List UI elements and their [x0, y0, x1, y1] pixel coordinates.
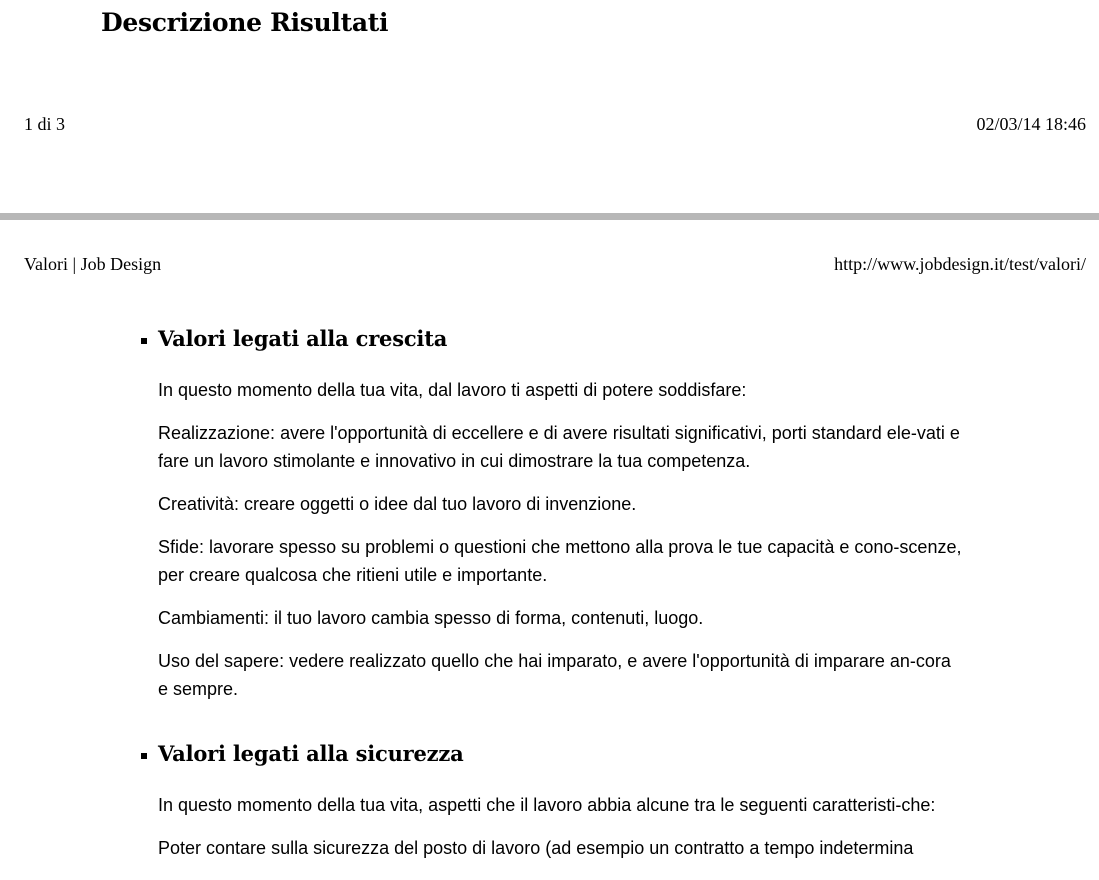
section-heading	[158, 320, 963, 358]
value-creativita: Creatività: creare oggetti o idee dal tuo lavoro di invenzione.	[158, 494, 637, 514]
section-heading	[158, 735, 963, 773]
value-uso-del-sapere: Uso del sapere: vedere realizzato quello che hai imparato, e avere l'opportunità di imparare an-cora e sempre.	[158, 651, 951, 699]
value-sfide: Sfide: lavorare spesso su problemi o questioni che mettono alla prova le tue capacità e cono-scenze, per creare qualcosa che ritieni utile e importante.	[158, 537, 962, 585]
value-cambiamenti: Cambiamenti: il tuo lavoro cambia spesso di forma, contenuti, luogo.	[158, 608, 704, 628]
page-divider	[0, 213, 1099, 220]
value-realizzazione: Realizzazione: avere l'opportunità di eccellere e di avere risultati significativi, porti standard ele-vati e fare un lavoro stimolante e innovativo in cui dimostrare la tua competenza.	[158, 423, 960, 471]
content-body	[158, 320, 963, 877]
section-security-values	[158, 735, 963, 862]
print-datetime: 02/03/14 18:46	[976, 114, 1086, 134]
square-bullet-icon	[141, 753, 147, 759]
section-heading-text: Valori legati alla sicurezza	[158, 741, 464, 766]
square-bullet-icon	[141, 338, 147, 344]
intro-paragraph: In questo momento della tua vita, aspetti che il lavoro abbia alcune tra le seguenti caratteristi-che:	[158, 795, 936, 815]
page-url: http://www.jobdesign.it/test/valori/	[834, 254, 1086, 274]
section-growth-values	[158, 320, 963, 703]
page-title: Descrizione Risultati	[101, 8, 389, 37]
page-counter: 1 di 3	[24, 114, 66, 134]
section-heading-text: Valori legati alla crescita	[158, 326, 448, 351]
site-title: Valori | Job Design	[24, 254, 162, 274]
value-sicurezza-posto: Poter contare sulla sicurezza del posto di lavoro (ad esempio un contratto a tempo indetermina	[158, 838, 914, 858]
intro-paragraph: In questo momento della tua vita, dal lavoro ti aspetti di potere soddisfare:	[158, 380, 747, 400]
